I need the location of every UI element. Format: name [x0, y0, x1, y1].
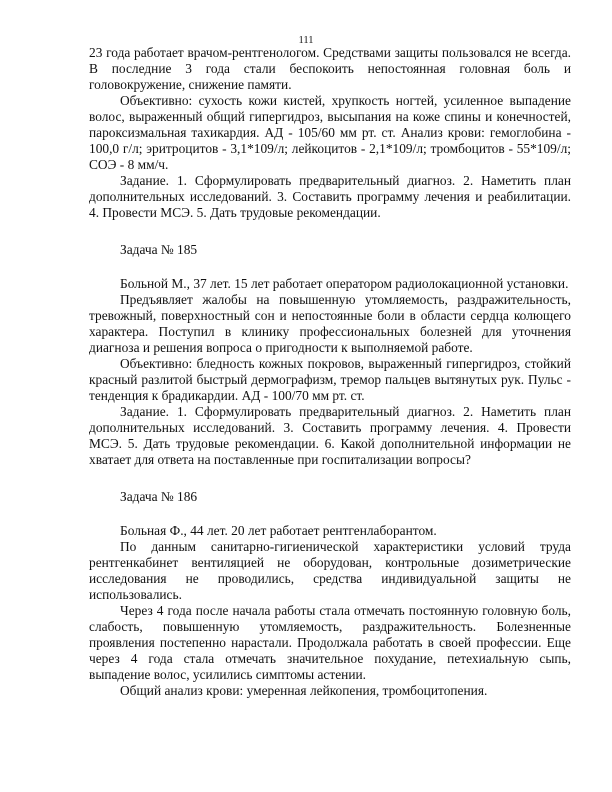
- paragraph-task-185: Задание. 1. Сформулировать предварительный диагноз. 2. Наметить план дополнительных исследований. 3. Составить программу лечения. 4. Провести МСЭ. 5. Дать трудовые рекомендации. 6. Какой дополнительной информации не хватает для ответа на поставленные при госпитализации вопросы?: [89, 404, 571, 467]
- page-content: [89, 45, 571, 699]
- heading-task-186: Задача № 186: [120, 489, 198, 504]
- paragraph-patient-185: Больной М., 37 лет. 15 лет работает оператором радиолокационной установки.: [120, 276, 569, 291]
- paragraph-patient-186: Больная Ф., 44 лет. 20 лет работает рентгенлаборантом.: [120, 523, 437, 538]
- paragraph-continuation: 23 года работает врачом-рентгенологом. Средствами защиты пользовался не всегда. В последние 3 года стали беспокоить непостоянная головная боль и головокружение, снижение памяти.: [89, 45, 571, 92]
- paragraph-objective-184: Объективно: сухость кожи кистей, хрупкость ногтей, усиленное выпадение волос, выраженный общий гипергидроз, высыпания на коже спины и конечностей, пароксизмальная тахикардия. АД - 105/60 мм рт. ст. Анализ крови: гемоглобина - 100,0 г/л; эритроцитов - 3,1*109/л; лейкоцитов - 2,1*109/л; тромбоцитов - 55*109/л; СОЭ - 8 мм/ч.: [89, 93, 571, 172]
- paragraph-task-184: Задание. 1. Сформулировать предварительный диагноз. 2. Наметить план дополнительных исследований. 3. Составить программу лечения и реабилитации. 4. Провести МСЭ. 5. Дать трудовые рекомендации.: [89, 173, 571, 220]
- heading-task-185: Задача № 185: [120, 242, 198, 257]
- page-number: 111: [298, 35, 314, 46]
- paragraph-blood-test-186: Общий анализ крови: умеренная лейкопения, тромбоцитопения.: [120, 683, 488, 698]
- paragraph-objective-185: Объективно: бледность кожных покровов, выраженный гипергидроз, стойкий красный разлитой быстрый дермографизм, тремор пальцев вытянутых рук. Пульс - тенденция к брадикардии. АД - 100/70 мм рт. ст.: [89, 356, 571, 403]
- paragraph-conditions-186: По данным санитарно-гигиенической характеристики условий труда рентгенкабинет вентиляцией не оборудован, контрольные дозиметрические исследования не проводились, средства индивидуальной защиты не использовались.: [89, 539, 571, 602]
- paragraph-history-186: Через 4 года после начала работы стала отмечать постоянную головную боль, слабость, повышенную утомляемость, раздражительность. Болезненные проявления постепенно нарастали. Продолжала работать в своей профессии. Еще через 4 года стала отмечать значительное похудание, петехиальную сыпь, выпадение волос, усилились симптомы астении.: [89, 603, 571, 682]
- paragraph-complaints-185: Предъявляет жалобы на повышенную утомляемость, раздражительность, тревожный, поверхностный сон и непостоянные боли в области сердца колющего характера. Поступил в клинику профессиональных болезней для уточнения диагноза и решения вопроса о пригодности к выполняемой работе.: [89, 292, 571, 355]
